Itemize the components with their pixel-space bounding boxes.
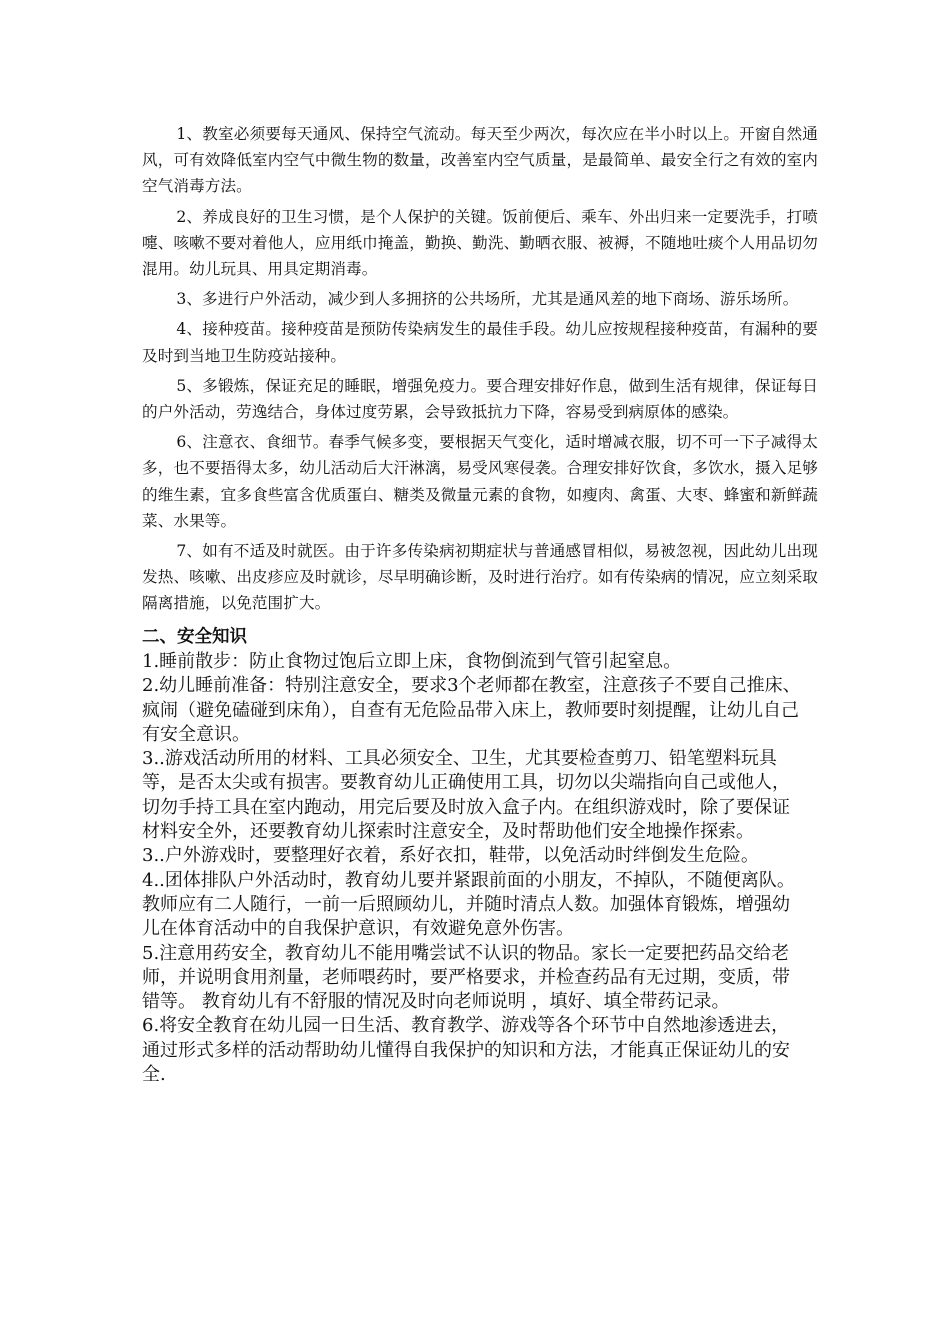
health-tips-list xyxy=(142,121,818,621)
health-tip-7: 7、如有不适及时就医。由于许多传染病初期症状与普通感冒相似，易被忽视，因此幼儿出现发热、咳嗽、出皮疹应及时就诊，尽早明确诊断，及时进行治疗。如有传染病的情况，应立刻采取隔离措施，以免范围扩大。 xyxy=(142,542,818,613)
health-tip-3: 3、多进行户外活动，减少到人多拥挤的公共场所，尤其是通风差的地下商场、游乐场所。 xyxy=(176,290,799,309)
safety-knowledge-list xyxy=(142,650,807,1087)
section-heading-safety: 二、安全知识 xyxy=(142,627,247,647)
safety-item-4: 3..户外游戏时，要整理好衣着，系好衣扣，鞋带，以免活动时绊倒发生危险。 xyxy=(142,845,759,867)
safety-item-1: 1.睡前散步：防止食物过饱后立即上床，食物倒流到气管引起窒息。 xyxy=(142,651,682,672)
safety-item-7: 6.将安全教育在幼儿园一日生活、教育教学、游戏等各个环节中自然地渗透进去，通过形式多样的活动帮助幼儿懂得自我保护的知识和方法，才能真正保证幼儿的安全. xyxy=(142,1015,790,1086)
safety-item-6: 5.注意用药安全，教育幼儿不能用嘴尝试不认识的物品。家长一定要把药品交给老师，并说明食用剂量，老师喂药时，要严格要求，并检查药品有无过期，变质，带错等。 教育幼儿有不舒服的情况及时向老师说明 ，填好、填全带药记录。 xyxy=(142,942,790,1013)
health-tip-2: 2、养成良好的卫生习惯，是个人保护的关键。饭前便后、乘车、外出归来一定要洗手，打喷嚏、咳嗽不要对着他人，应用纸巾掩盖，勤换、勤洗、勤晒衣服、被褥，不随地吐痰个人用品切勿混用。幼儿玩具、用具定期消毒。 xyxy=(142,207,818,279)
safety-item-3: 3..游戏活动所用的材料、工具必须安全、卫生，尤其要检查剪刀、铅笔塑料玩具等，是否太尖或有损害。要教育幼儿正确使用工具，切勿以尖端指向自己或他人，切勿手持工具在室内跑动，用完后要及时放入盒子内。在组织游戏时，除了要保证材料安全外，还要教育幼儿探索时注意安全，及时帮助他们安全地操作探索。 xyxy=(142,748,790,843)
safety-item-2: 2.幼儿睡前准备：特别注意安全，要求3个老师都在教室，注意孩子不要自己推床、疯闹（避免磕碰到床角），自查有无危险品带入床上，教师要时刻提醒，让幼儿自己有安全意识。 xyxy=(142,675,801,745)
health-tip-1: 1、教室必须要每天通风、保持空气流动。每天至少两次，每次应在半小时以上。开窗自然通风，可有效降低室内空气中微生物的数量，改善室内空气质量，是最简单、最安全行之有效的室内空气消毒方法。 xyxy=(142,125,818,196)
health-tip-6: 6、注意衣、食细节。春季气候多变，要根据天气变化，适时增减衣服，切不可一下子减得太多，也不要捂得太多，幼儿活动后大汗淋漓，易受风寒侵袭。合理安排好饮食，多饮水，摄入足够的维生素，宜多食些富含优质蛋白、糖类及微量元素的食物，如瘦肉、禽蛋、大枣、蜂蜜和新鲜蔬菜、水果等。 xyxy=(142,433,818,530)
safety-item-5: 4..团体排队户外活动时，教育幼儿要并紧跟前面的小朋友，不掉队，不随便离队。教师应有二人随行，一前一后照顾幼儿，并随时清点人数。加强体育锻炼，增强幼儿在体育活动中的自我保护意识，有效避免意外伤害。 xyxy=(142,869,795,940)
health-tip-5: 5、多锻炼，保证充足的睡眠，增强免疫力。要合理安排好作息，做到生活有规律，保证每日的户外活动，劳逸结合，身体过度劳累，会导致抵抗力下降，容易受到病原体的感染。 xyxy=(142,376,818,422)
health-tip-4: 4、接种疫苗。接种疫苗是预防传染病发生的最佳手段。幼儿应按规程接种疫苗，有漏种的要及时到当地卫生防疫站接种。 xyxy=(142,320,818,365)
